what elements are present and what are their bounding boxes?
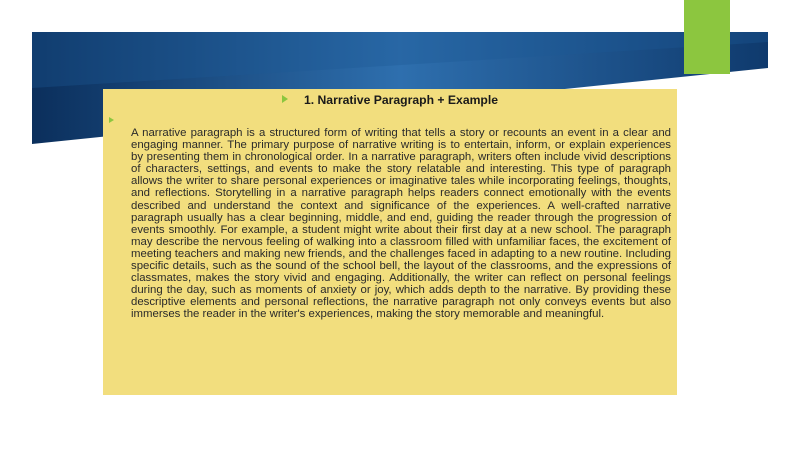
narrative-paragraph: A narrative paragraph is a structured form of writing that tells a story or recounts an event in a clear and engaging manner. The primary purpose of narrative writing is to entertain, inform, or explain experiences by presenting them in chronological order. In a narrative paragraph, writers often include vivid descriptions of characters, settings, and events to make the story relatable and interesting. This type of paragraph allows the writer to share personal experiences or imaginative tales while incorporating feelings, thoughts, and reflections. Storytelling in a narrative paragraph helps readers connect emotionally with the events described and understand the context and significance of the experiences. A well-crafted narrative paragraph usually has a clear beginning, middle, and end, guiding the reader through the progression of events smoothly. For example, a student might write about their first day at a new school. The paragraph may describe the nervous feeling of walking into a classroom filled with unfamiliar faces, the excitement of meeting teachers and making new friends, and the challenges faced in adapting to a new routine. Including specific details, such as the sound of the school bell, the layout of the classrooms, and the expressions of classmates, makes the story vivid and engaging. Additionally, the writer can reflect on personal feelings during the day, such as moments of anxiety or joy, which adds depth to the narrative. By providing these descriptive elements and personal reflections, the narrative paragraph not only conveys events but also immerses the reader in the writer's experiences, making the story memorable and meaningful. [131, 127, 671, 321]
slide-title-row [103, 93, 677, 107]
accent-tab [684, 0, 730, 74]
bullet-icon [282, 95, 288, 103]
bullet-icon [109, 117, 114, 123]
slide-title: 1. Narrative Paragraph + Example [303, 93, 499, 107]
content-box [103, 89, 677, 395]
